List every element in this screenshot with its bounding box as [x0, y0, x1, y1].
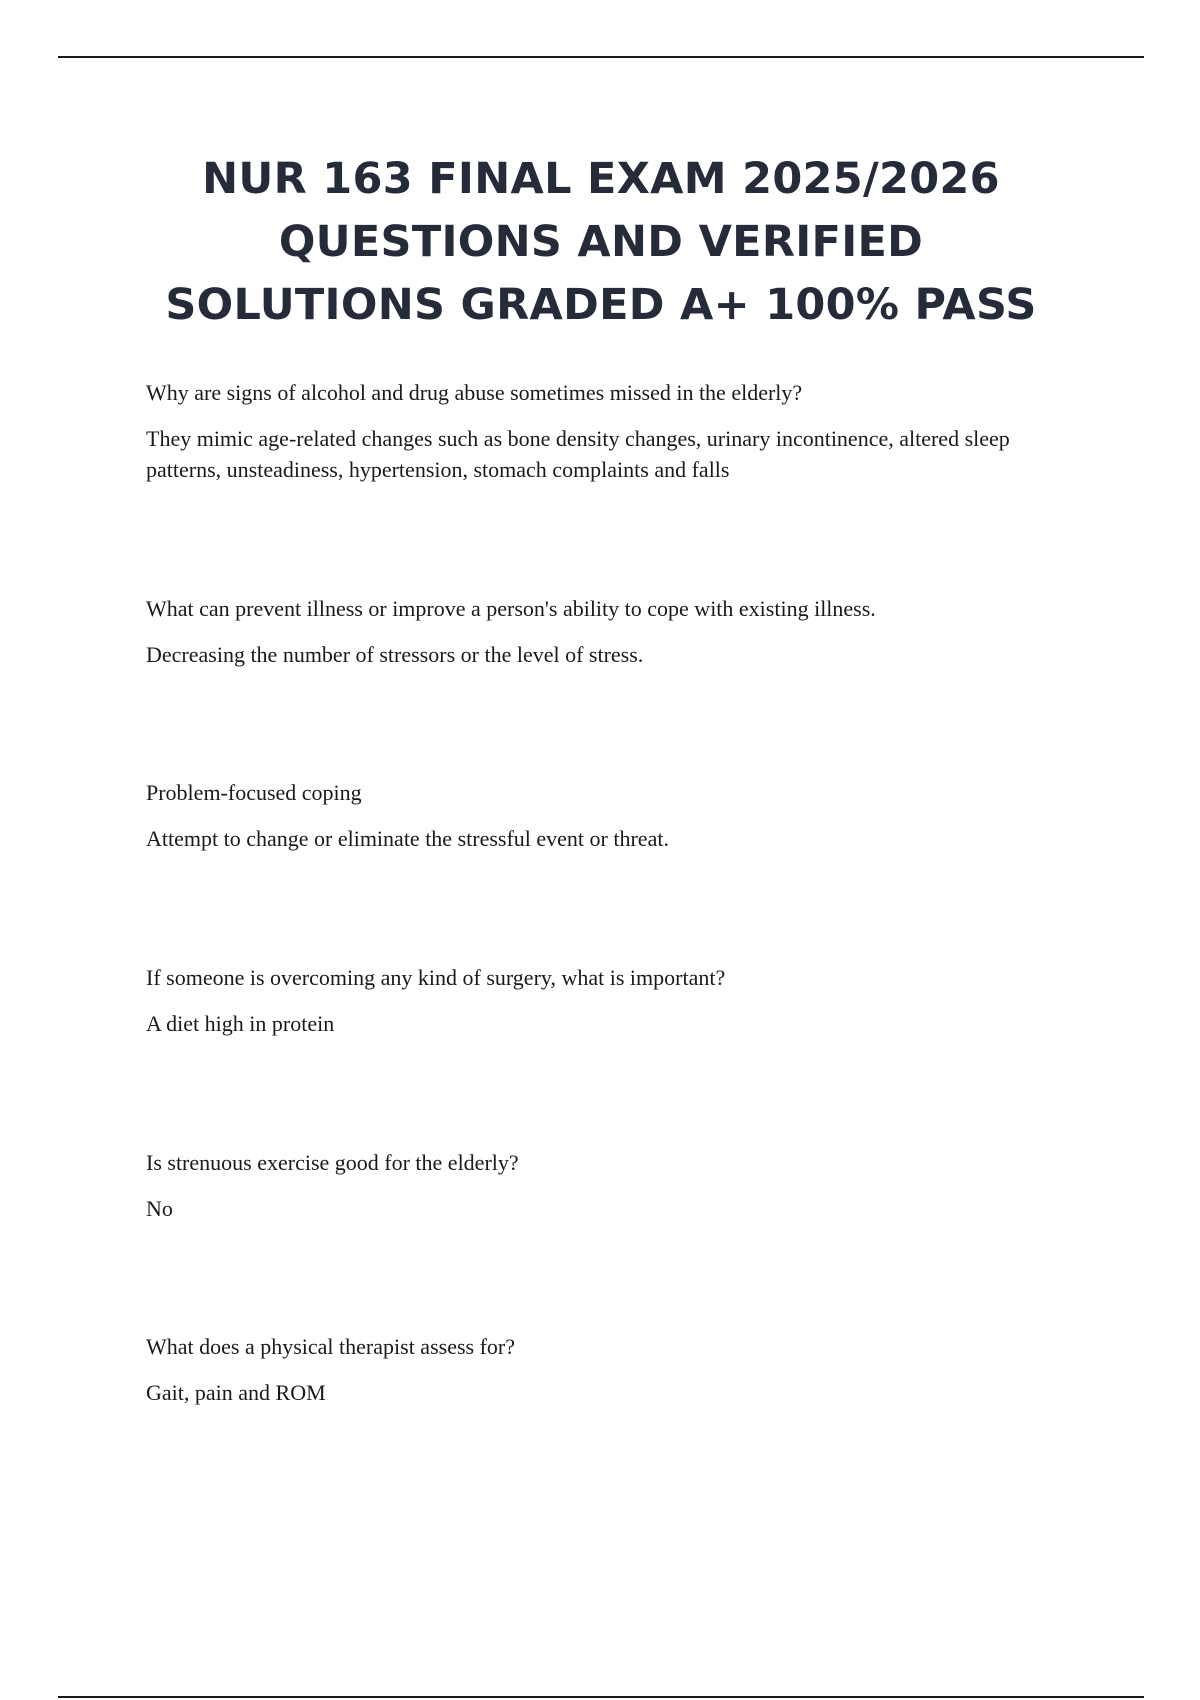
- qa-item: [146, 777, 1066, 854]
- question-text: Problem-focused coping: [146, 780, 362, 805]
- question-text: What does a physical therapist assess for?: [146, 1334, 515, 1359]
- answer-text: No: [146, 1196, 173, 1221]
- qa-item: [146, 377, 1066, 485]
- qa-item: [146, 593, 1066, 670]
- bottom-rule: [58, 1696, 1144, 1698]
- title-line: QUESTIONS AND VERIFIED: [278, 217, 924, 267]
- top-rule: [58, 56, 1144, 58]
- question-text: Is strenuous exercise good for the elderly?: [146, 1150, 519, 1175]
- question-text: What can prevent illness or improve a person's ability to cope with existing illness.: [146, 596, 876, 621]
- question-text: If someone is overcoming any kind of surgery, what is important?: [146, 965, 726, 990]
- document-title: [60, 148, 1142, 337]
- question-text: Why are signs of alcohol and drug abuse sometimes missed in the elderly?: [146, 380, 803, 405]
- qa-item: [146, 1331, 1066, 1408]
- qa-item: [146, 1147, 1066, 1224]
- answer-text: They mimic age-related changes such as bone density changes, urinary incontinence, altered sleep patterns, unsteadiness, hypertension, stomach complaints and falls: [146, 426, 1010, 482]
- title-line: SOLUTIONS GRADED A+ 100% PASS: [165, 280, 1037, 330]
- answer-text: A diet high in protein: [146, 1011, 335, 1036]
- qa-item: [146, 962, 1066, 1039]
- answer-text: Attempt to change or eliminate the stressful event or threat.: [146, 826, 669, 851]
- answer-text: Decreasing the number of stressors or the level of stress.: [146, 642, 644, 667]
- title-line: NUR 163 FINAL EXAM 2025/2026: [202, 154, 1000, 204]
- answer-text: Gait, pain and ROM: [146, 1380, 326, 1405]
